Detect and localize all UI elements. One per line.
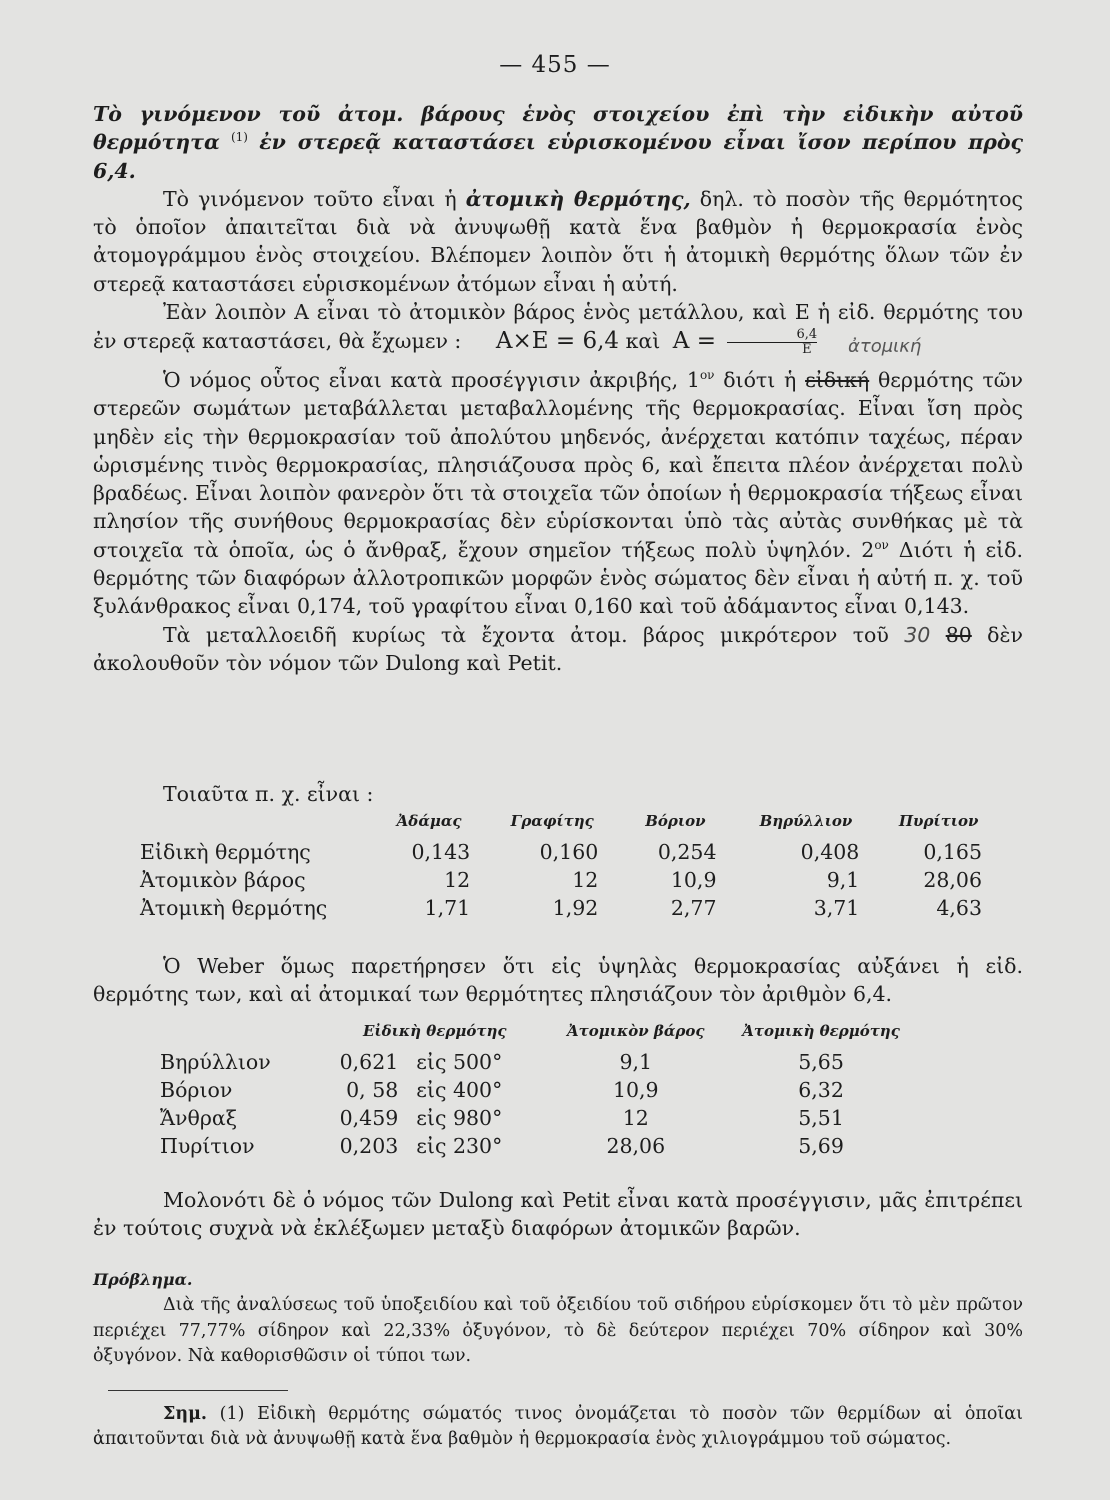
column-header: Ἀδάμας xyxy=(396,812,462,830)
table-cell: 0,160 xyxy=(539,840,599,864)
problem-section xyxy=(93,1268,1023,1370)
column-header: Ἀτομικὸν βάρος xyxy=(567,1022,705,1040)
ordinal-1: ον xyxy=(699,368,715,383)
table-cell: 1,71 xyxy=(424,896,471,920)
table-cell: 4,63 xyxy=(936,896,982,920)
struck-number: 80 xyxy=(945,622,972,647)
column-header: Γραφίτης xyxy=(510,812,594,830)
footnote xyxy=(93,1402,1023,1453)
page-number: — 455 — xyxy=(499,52,611,78)
problem-heading: Πρόβλημα. xyxy=(93,1270,193,1289)
table-cell: 10,9 xyxy=(670,868,717,892)
examples-intro xyxy=(93,780,1023,808)
table-cell: εἰς 500° xyxy=(416,1050,503,1074)
table-cell: 12 xyxy=(622,1106,649,1130)
atomic-heat-paragraph xyxy=(93,185,1023,298)
table-header-row xyxy=(160,1022,920,1048)
nonmetals-text-a: Τὰ μεταλλοειδῆ κυρίως τὰ ἔχοντα ἀτομ. βάρος μικρότερον τοῦ xyxy=(163,622,889,647)
law-discussion xyxy=(93,366,1023,677)
table-cell: 28,06 xyxy=(923,868,982,892)
row-label: Βόριον xyxy=(160,1078,233,1102)
table-cell: 0,254 xyxy=(657,840,717,864)
problem-text: Διὰ τῆς ἀναλύσεως τοῦ ὑποξειδίου καὶ τοῦ ὀξειδίου τοῦ σιδήρου εὑρίσκομεν ὅτι τὸ μὲν πρῶτον περιέχει 77,77% σίδηρον καὶ 22,33% ὀξυγόνον, τὸ δὲ δεύτερον περιέχει 70% σίδηρον καὶ 30% ὀξυγόνον. Νὰ καθορισθῶσιν οἱ τύποι των. xyxy=(93,1295,1023,1367)
intro-section xyxy=(93,100,1023,358)
row-label: Πυρίτιον xyxy=(160,1134,255,1158)
formula-product: Α×Ε = 6,4 xyxy=(495,328,620,355)
nonmetals-text-b: δὲν ἀκολουθοῦν τὸν νόμον τῶν Dulong καὶ Petit. xyxy=(93,622,1023,675)
table-cell: 5,51 xyxy=(798,1106,844,1130)
approx-text-b: διότι ἡ xyxy=(723,368,797,392)
table-cell: 9,1 xyxy=(826,868,860,892)
approx-text-a: Ὁ νόμος οὗτος εἶναι κατὰ προσέγγισιν ἀκριβής, 1 xyxy=(163,368,700,392)
table-cell: 28,06 xyxy=(606,1134,666,1158)
table-cell: 1,92 xyxy=(552,896,599,920)
table-cell: εἰς 980° xyxy=(416,1106,503,1130)
handwritten-number: 30 xyxy=(904,622,931,647)
struck-word: εἰδική xyxy=(805,368,870,392)
law-statement-text: Τὸ γινόμενον τοῦ ἀτομ. βάρους ἑνὸς στοιχείου ἐπὶ τὴν εἰδικὴν αὐτοῦ θερμότητα xyxy=(93,102,1023,155)
law-statement xyxy=(93,100,1023,185)
table-cell: 5,65 xyxy=(798,1050,844,1074)
conclusion-section xyxy=(93,1186,1023,1243)
formula-and: καὶ xyxy=(625,329,661,354)
table-row xyxy=(140,838,1000,866)
specific-heat-table xyxy=(140,812,1000,922)
table-row xyxy=(160,1104,920,1132)
conclusion-paragraph: Μολονότι δὲ ὁ νόμος τῶν Dulong καὶ Petit εἶναι κατὰ προσέγγισιν, μᾶς ἐπιτρέπει ἐν τούτοις συχνὰ νὰ ἐκλέξωμεν μεταξὺ διαφόρων ἀτομικῶν βαρῶν. xyxy=(93,1188,1023,1241)
row-label: Ἄνθραξ xyxy=(160,1106,238,1130)
table-cell: 0,143 xyxy=(411,840,471,864)
table-row xyxy=(160,1076,920,1104)
column-header: Βηρύλλιον xyxy=(759,812,853,830)
table-row xyxy=(140,894,1000,922)
atomic-heat-intro: Τὸ γινόμενον τοῦτο εἶναι ἡ xyxy=(163,186,457,211)
table-cell: 0,408 xyxy=(800,840,860,864)
footnote-number: (1) xyxy=(219,1404,245,1424)
high-temperature-table xyxy=(160,1022,920,1160)
fraction-denominator: Ε xyxy=(727,342,818,357)
law-statement-rest: ἐν στερεᾷ καταστάσει εὑρισκομένου εἶναι ἴσον περίπου πρὸς 6,4. xyxy=(93,130,1023,183)
table-cell: 6,32 xyxy=(798,1078,844,1102)
table-cell: 2,77 xyxy=(670,896,717,920)
approximation-paragraph xyxy=(93,366,1023,621)
nonmetals-paragraph xyxy=(93,621,1023,678)
column-header: Πυρίτιον xyxy=(898,812,979,830)
table-cell: 12 xyxy=(572,868,599,892)
formula-quotient: Α = xyxy=(672,328,716,355)
table-row xyxy=(140,866,1000,894)
table-cell: 10,9 xyxy=(612,1078,659,1102)
footnote-divider xyxy=(108,1390,288,1391)
approx-text-c: θερμότης τῶν στερεῶν σωμάτων μεταβάλλεται μεταβαλλομένης τῆς θερμοκρασίας. Εἶναι ἴση πρὸς μηδὲν εἰς τὴν θερμοκρασίαν τοῦ ἀπολύτου μηδενός, ἀνέρχεται κατόπιν ταχέως, πέραν ὡρισμένης τινὸς θερμοκρασίας, πλησιάζουσα πρὸς 6, καὶ ἔπειτα πλέον ἀνέρχεται πολὺ βραδέως. Εἶναι λοιπὸν φανερὸν ὅτι τὰ στοιχεῖα τῶν ὁποίων ἡ θερμοκρασία τήξεως εἶναι πλησίον τῆς συνήθους θερμοκρασίας δὲν εὑρίσκονται ὑπὸ τὰς αὐτὰς συνθήκας μὲ τὰ στοιχεῖα τὰ ὁποῖα, ὡς ὁ ἄνθραξ, ἔχουν σημεῖον τήξεως πολὺ ὑψηλόν. 2 xyxy=(93,368,1023,562)
table-row xyxy=(160,1132,920,1160)
row-label: Ἀτομικὸν βάρος xyxy=(140,868,306,892)
handwritten-correction: ἀτομική xyxy=(848,336,922,357)
examples-intro-text: Τοιαῦτα π. χ. εἶναι : xyxy=(163,782,374,806)
ordinal-2: ον xyxy=(874,537,889,552)
table-cell: εἰς 400° xyxy=(416,1078,503,1102)
table-cell: 5,69 xyxy=(798,1134,844,1158)
row-label: Εἰδικὴ θερμότης xyxy=(140,840,311,864)
table-cell: 3,71 xyxy=(813,896,860,920)
footnote-paragraph xyxy=(93,1402,1023,1453)
table-cell: 12 xyxy=(444,868,471,892)
formula-fraction xyxy=(727,328,818,358)
approx-text-d: Διότι ἡ εἰδ. θερμότης τῶν διαφόρων ἀλλοτροπικῶν μορφῶν ἑνὸς σώματος δὲν εἶναι ἡ αὐτή π. χ. τοῦ ξυλάνθρακος εἶναι 0,174, τοῦ γραφίτου εἶναι 0,160 καὶ τοῦ ἀδάμαντος εἶναι 0,143. xyxy=(93,537,1023,619)
table-cell: 0, 58 xyxy=(346,1078,399,1102)
table-cell: 0,459 xyxy=(339,1106,399,1130)
table-header-row xyxy=(140,812,1000,838)
row-label: Βηρύλλιον xyxy=(160,1050,271,1074)
weber-section xyxy=(93,952,1023,1009)
formula-intro: Ἐὰν λοιπὸν Α εἶναι τὸ ἀτομικὸν βάρος ἑνὸς μετάλλου, καὶ Ε ἡ εἰδ. θερμότης του ἐν στερεᾷ καταστάσει, θὰ ἔχωμεν : xyxy=(93,299,1023,354)
footnote-text: Εἰδικὴ θερμότης σώματός τινος ὀνομάζεται τὸ ποσὸν τῶν θερμίδων αἱ ὁποῖαι ἀπαιτοῦνται διὰ νὰ ἀνυψωθῇ κατὰ ἕνα βαθμὸν ἡ θερμοκρασία ἑνὸς χιλιογράμμου τοῦ σώματος. xyxy=(93,1404,1023,1450)
table-cell: 0,621 xyxy=(339,1050,399,1074)
problem-title xyxy=(93,1268,1023,1293)
row-label: Ἀτομικὴ θερμότης xyxy=(140,896,328,920)
weber-paragraph: Ὁ Weber ὅμως παρετήρησεν ὅτι εἰς ὑψηλὰς θερμοκρασίας αὐξάνει ἡ εἰδ. θερμότης των, καὶ αἱ ἀτομικαί των θερμότητες πλησιάζουν τὸν ἀριθμὸν 6,4. xyxy=(93,954,1023,1007)
table-cell: 9,1 xyxy=(619,1050,653,1074)
footnote-label: Σημ. xyxy=(163,1404,207,1424)
atomic-heat-definition: δηλ. τὸ ποσὸν τῆς θερμότητος τὸ ὁποῖον ἀπαιτεῖται διὰ νὰ ἀνυψωθῇ κατὰ ἕνα βαθμὸν ἡ θερμοκρασία ἑνὸς ἀτομογράμμου ἑνὸς στοιχείου. Βλέπομεν λοιπὸν ὅτι ἡ ἀτομικὴ θερμότης ὅλων τῶν ἐν στερεᾷ καταστάσει εὑρισκομένων ἀτόμων εἶναι ἡ αὐτή. xyxy=(93,186,1023,296)
table-cell: εἰς 230° xyxy=(416,1134,503,1158)
table-row xyxy=(160,1048,920,1076)
table-cell: 0,165 xyxy=(923,840,982,864)
fraction-numerator: 6,4 xyxy=(796,326,818,342)
atomic-heat-term: ἀτομικὴ θερμότης, xyxy=(465,186,691,211)
column-header: Ἀτομικὴ θερμότης xyxy=(742,1022,900,1040)
column-header: Βόριον xyxy=(645,812,706,830)
table-cell: 0,203 xyxy=(339,1134,399,1158)
column-header: Εἰδικὴ θερμότης xyxy=(362,1022,507,1040)
footnote-mark[interactable]: (1) xyxy=(230,130,248,145)
